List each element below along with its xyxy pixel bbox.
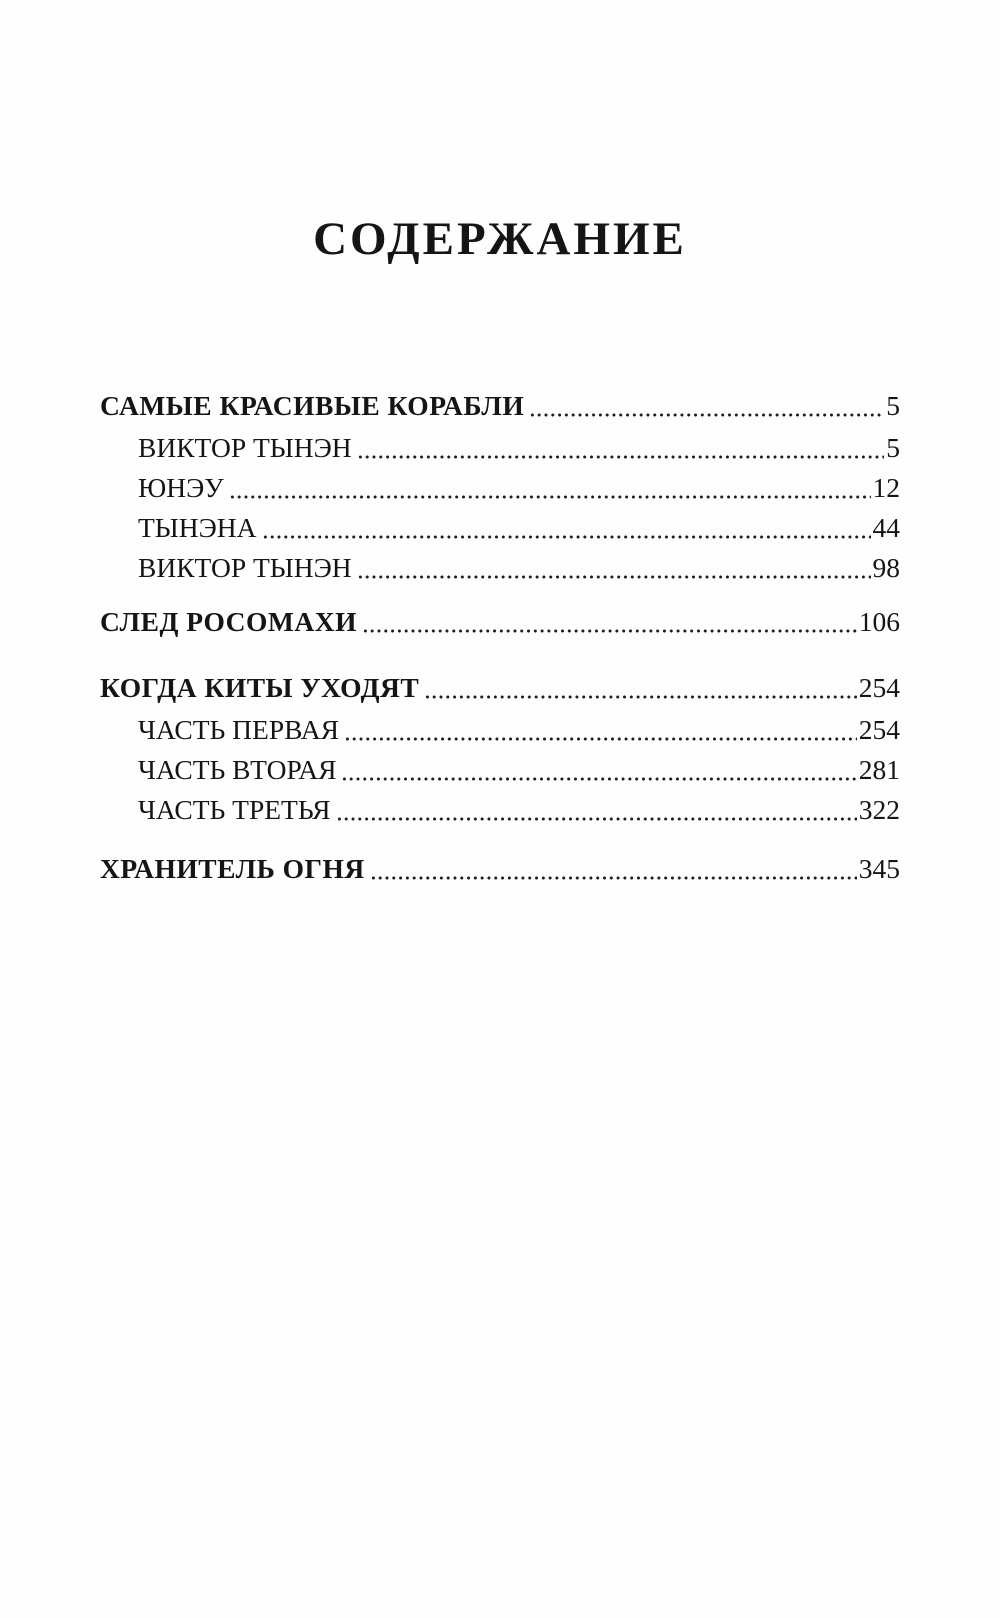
- toc-entry: [100, 386, 900, 426]
- toc-entry: [100, 790, 900, 830]
- toc-entry-label: ВИКТОР ТЫНЭН: [138, 552, 352, 583]
- dot-leader: [229, 468, 871, 508]
- toc-entry: [100, 849, 900, 889]
- toc-entry-label: ТЫНЭНА: [138, 512, 257, 543]
- toc-entry: [100, 468, 900, 508]
- toc-entry-label: ЧАСТЬ ТРЕТЬЯ: [138, 794, 331, 825]
- toc-entry-label: ХРАНИТЕЛЬ ОГНЯ: [100, 853, 365, 884]
- dot-leader: [341, 750, 856, 790]
- toc-entry-page: 254: [858, 672, 900, 703]
- page-title: СОДЕРЖАНИЕ: [313, 213, 687, 265]
- toc-entry-label: САМЫЕ КРАСИВЫЕ КОРАБЛИ: [100, 390, 525, 421]
- toc-entry-label: СЛЕД РОСОМАХИ: [100, 606, 357, 637]
- toc-entry-page: 44: [872, 512, 900, 543]
- toc-entry: [100, 548, 900, 588]
- toc-entry-page: 254: [858, 714, 900, 745]
- dot-leader: [362, 602, 857, 642]
- table-of-contents: [100, 386, 900, 889]
- toc-entry: [100, 428, 900, 468]
- dot-leader: [336, 790, 857, 830]
- toc-entry-page: 106: [858, 606, 900, 637]
- toc-entry: [100, 668, 900, 708]
- toc-entry: [100, 508, 900, 548]
- toc-entry-page: 281: [858, 754, 900, 785]
- toc-entry-label: ЧАСТЬ ПЕРВАЯ: [138, 714, 339, 745]
- toc-entry-page: 322: [858, 794, 900, 825]
- toc-entry-label: ЮНЭУ: [138, 472, 224, 503]
- toc-entry-label: КОГДА КИТЫ УХОДЯТ: [100, 672, 420, 703]
- toc-entry: [100, 710, 900, 750]
- dot-leader: [344, 710, 857, 750]
- toc-entry: [100, 750, 900, 790]
- toc-entry: [100, 602, 900, 642]
- dot-leader: [370, 849, 857, 889]
- dot-leader: [357, 548, 871, 588]
- toc-entry-label: ВИКТОР ТЫНЭН: [138, 432, 352, 463]
- dot-leader: [357, 428, 885, 468]
- toc-entry-page: 5: [886, 432, 900, 463]
- dot-leader: [262, 508, 871, 548]
- toc-entry-page: 12: [872, 472, 900, 503]
- toc-entry-page: 98: [872, 552, 900, 583]
- dot-leader: [424, 668, 857, 708]
- dot-leader: [529, 386, 884, 426]
- toc-entry-page: 5: [886, 390, 900, 421]
- toc-entry-page: 345: [858, 853, 900, 884]
- toc-entry-label: ЧАСТЬ ВТОРАЯ: [138, 754, 337, 785]
